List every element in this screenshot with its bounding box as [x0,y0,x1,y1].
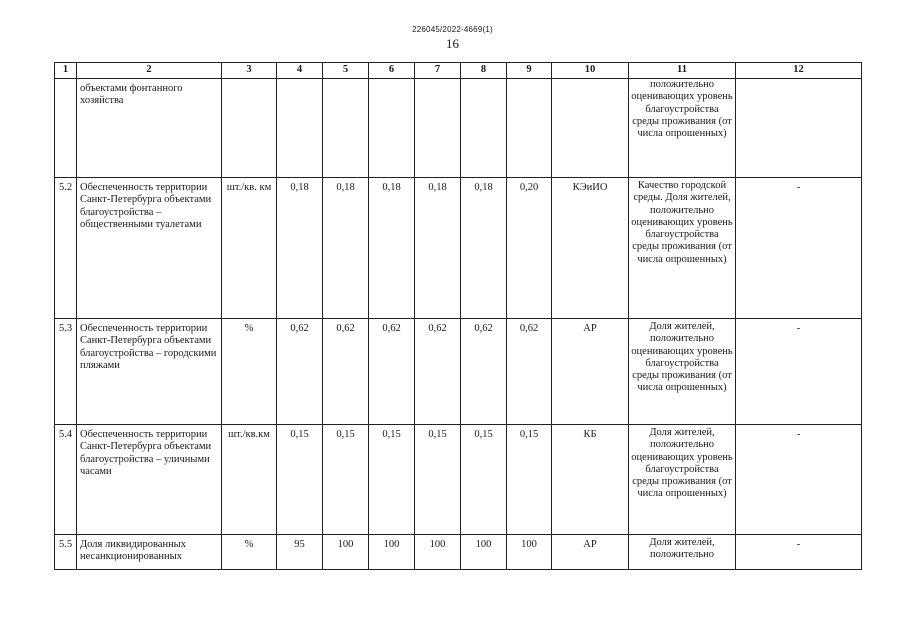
responsible-cell: КБ [552,425,629,535]
value-cell: 0,15 [369,425,415,535]
unit-cell: % [222,319,277,425]
row-number: 5.5 [55,535,77,570]
source-cell: Доля жителей, положительно [629,535,736,570]
value-cell: 0,18 [461,178,507,319]
column-header: 3 [222,63,277,79]
column-header: 2 [77,63,222,79]
value-cell [369,79,415,178]
column-header: 6 [369,63,415,79]
row-number: 5.4 [55,425,77,535]
column-header: 10 [552,63,629,79]
indicators-table [54,62,862,570]
table-row [55,319,862,425]
value-cell: 100 [461,535,507,570]
note-cell: - [736,535,862,570]
value-cell: 0,18 [369,178,415,319]
document-id: 226045/2022-4669(1) [412,25,493,34]
column-header: 8 [461,63,507,79]
note-cell: - [736,425,862,535]
value-cell: 0,62 [369,319,415,425]
value-cell: 95 [277,535,323,570]
table-row [55,178,862,319]
column-header: 12 [736,63,862,79]
responsible-cell: АР [552,319,629,425]
value-cell: 0,15 [461,425,507,535]
column-header: 11 [629,63,736,79]
value-cell: 0,62 [415,319,461,425]
unit-cell: шт./кв. км [222,178,277,319]
source-cell: Доля жителей, положительно оценивающих уровень благоустройства среды проживания (от числа опрошенных) [629,425,736,535]
value-cell: 0,15 [277,425,323,535]
value-cell [415,79,461,178]
column-header: 1 [55,63,77,79]
table-row [55,535,862,570]
responsible-cell [552,79,629,178]
indicator-name: объектами фонтанного хозяйства [77,79,222,178]
value-cell [461,79,507,178]
value-cell: 0,18 [277,178,323,319]
value-cell: 0,18 [323,178,369,319]
value-cell: 0,15 [415,425,461,535]
value-cell: 0,18 [415,178,461,319]
responsible-cell: КЭиИО [552,178,629,319]
value-cell: 0,62 [461,319,507,425]
value-cell: 0,20 [507,178,552,319]
page-number: 16 [446,36,459,51]
unit-cell: % [222,535,277,570]
note-cell [736,79,862,178]
indicator-name: Доля ликвидированных несанкционированных [77,535,222,570]
unit-cell: шт./кв.км [222,425,277,535]
table-row [55,79,862,178]
note-cell: - [736,178,862,319]
value-cell: 0,62 [277,319,323,425]
indicator-name: Обеспеченность территории Санкт-Петербурга объектами благоустройства – уличными часами [77,425,222,535]
source-cell: Доля жителей, положительно оценивающих уровень благоустройства среды проживания (от числа опрошенных) [629,319,736,425]
column-header: 5 [323,63,369,79]
responsible-cell: АР [552,535,629,570]
row-number [55,79,77,178]
row-number: 5.2 [55,178,77,319]
value-cell [277,79,323,178]
column-header: 7 [415,63,461,79]
value-cell: 0,62 [323,319,369,425]
value-cell: 100 [415,535,461,570]
table-row [55,425,862,535]
indicator-name: Обеспеченность территории Санкт-Петербурга объектами благоустройства – общественными туалетами [77,178,222,319]
value-cell [323,79,369,178]
column-header: 4 [277,63,323,79]
value-cell: 0,62 [507,319,552,425]
source-cell: Качество городской среды. Доля жителей, положительно оценивающих уровень благоустройства среды проживания (от числа опрошенных) [629,178,736,319]
value-cell [507,79,552,178]
value-cell: 100 [369,535,415,570]
note-cell: - [736,319,862,425]
value-cell: 0,15 [507,425,552,535]
value-cell: 100 [323,535,369,570]
value-cell: 100 [507,535,552,570]
unit-cell [222,79,277,178]
source-cell: положительно оценивающих уровень благоустройства среды проживания (от числа опрошенных) [629,79,736,178]
table-header-row [55,63,862,79]
indicator-name: Обеспеченность территории Санкт-Петербурга объектами благоустройства – городскими пляжами [77,319,222,425]
column-header: 9 [507,63,552,79]
row-number: 5.3 [55,319,77,425]
value-cell: 0,15 [323,425,369,535]
